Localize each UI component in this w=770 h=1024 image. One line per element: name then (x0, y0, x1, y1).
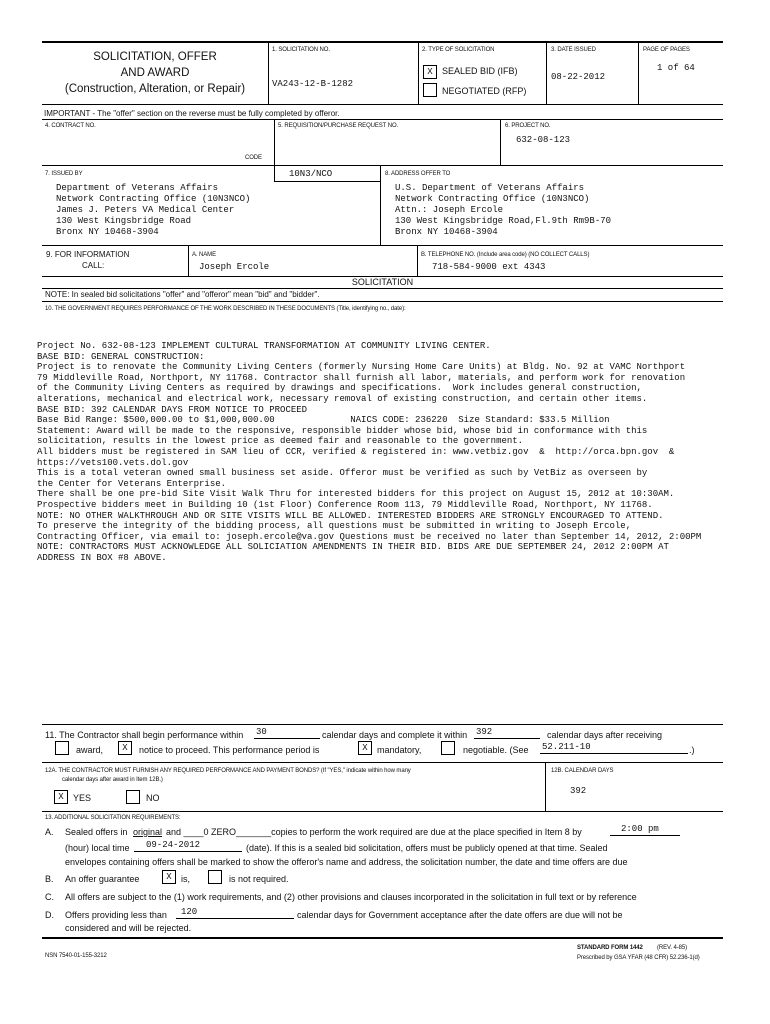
mandatory-checkbox[interactable]: X (358, 741, 372, 755)
project-number: 632-08-123 (516, 135, 571, 145)
item-a2-text-1: (hour) local time (65, 843, 130, 853)
field-9-label: 9. FOR INFORMATION (46, 250, 130, 259)
bond-days: 392 (570, 786, 587, 796)
address-line: Department of Veterans Affairs (56, 183, 219, 193)
underline (540, 753, 688, 754)
underline (254, 738, 320, 739)
form-title (42, 49, 268, 97)
phone-label: B. TELEPHONE NO. (Include area code) (NO COLLECT CALLS) (421, 252, 590, 258)
bottom-border (42, 937, 723, 939)
due-time: 2:00 pm (621, 824, 659, 834)
description-line: BASE BID: GENERAL CONSTRUCTION: (37, 351, 205, 362)
description-line: Statement: Award will be made to the responsive, responsible bidder whose bid, whose bid in conformance with this (37, 425, 648, 436)
field-11-text-3: calendar days after receiving (547, 730, 663, 740)
underline (134, 851, 242, 852)
complete-days: 392 (476, 727, 493, 737)
guarantee-is-checkbox[interactable]: X (162, 870, 176, 884)
due-date: 09-24-2012 (146, 840, 201, 850)
bonds-no-checkbox[interactable] (126, 790, 140, 804)
field-13-label: 13. ADDITIONAL SOLICITATION REQUIREMENTS: (45, 815, 181, 821)
description-line: Base Bid Range: $500,000.00 to $1,000,000.00 NAICS CODE: 236220 Size Standard: $33.5 Million (37, 415, 610, 426)
important-notice: IMPORTANT - The "offer" section on the reverse must be fully completed by offeror. (44, 109, 340, 118)
field-10-label: 10. THE GOVERNMENT REQUIRES PERFORMANCE OF THE WORK DESCRIBED IN THESE DOCUMENTS (Title, identifying no., date): (45, 306, 406, 312)
form-number: STANDARD FORM 1442 (577, 945, 643, 951)
description-line: https://vets100.vets.dol.gov (37, 457, 189, 468)
closing-paren: .) (689, 745, 695, 755)
begin-days: 30 (256, 727, 267, 737)
address-offer-to (395, 183, 611, 238)
field-7-label: 7. ISSUED BY (45, 171, 83, 177)
divider (42, 811, 723, 812)
prescribed-by: Prescribed by GSA YFAR (48 CFR) 52.236-1(d) (577, 955, 700, 961)
underline (610, 835, 680, 836)
address-line: 130 West Kingsbridge Road (56, 216, 192, 226)
field-12a-label: 12A. THE CONTRACTOR MUST FURNISH ANY REQUIRED PERFORMANCE AND PAYMENT BONDS? (If "YES," indicate within how many (45, 768, 411, 774)
negotiated-checkbox[interactable] (423, 83, 437, 97)
title-line-2: AND AWARD (120, 67, 190, 79)
item-a3-text: envelopes containing offers shall be marked to show the offeror's name and address, the solicitation number, the date and time offers are due (65, 857, 628, 867)
divider (268, 42, 269, 104)
name-label: A. NAME (192, 252, 216, 258)
description-line: ADDRESS IN BOX #8 ABOVE. (37, 552, 167, 563)
divider (418, 42, 419, 104)
description-line: Prospective bidders meet in Building 10 (1st Floor) Conference Room 113, 79 Middleville Road, Northport, NY 11768. (37, 499, 653, 510)
top-border (42, 41, 723, 43)
divider (42, 165, 723, 166)
negotiable-label: negotiable. (See (463, 745, 529, 755)
divider (417, 246, 418, 276)
item-a-text-2: and ____0 ZERO_______copies to perform the work required are due at the place specified in Item 8 by (166, 827, 582, 837)
work-description (37, 341, 701, 563)
field-3-label: 3. DATE ISSUED (551, 47, 596, 53)
description-line: Contracting Officer, via email to: joseph.ercole@va.gov Questions must be received no later than September 14, 2012, 2:00PM (37, 531, 702, 542)
description-line: BASE BID: 392 CALENDAR DAYS FROM NOTICE TO PROCEED (37, 404, 308, 415)
code-label: CODE (245, 155, 262, 161)
negotiated-label: NEGOTIATED (RFP) (442, 86, 527, 96)
pages-label: PAGE OF PAGES (643, 47, 690, 53)
field-1-label: 1. SOLICITATION NO. (272, 47, 330, 53)
underline (176, 918, 294, 919)
address-line: 130 West Kingsbridge Road,Fl.9th Rm9B-70 (395, 216, 612, 226)
address-line: Network Contracting Office (10N3NCO) (56, 194, 251, 204)
nsn-number: NSN 7540-01-155-3212 (45, 953, 107, 959)
notice-to-proceed-label: notice to proceed. This performance period is (139, 745, 320, 755)
divider (545, 763, 546, 811)
sealed-bid-checkbox[interactable]: X (423, 65, 437, 79)
title-line-1: SOLICITATION, OFFER (93, 51, 217, 63)
guarantee-is-label: is, (181, 874, 190, 884)
description-line: To preserve the integrity of the bidding process, all questions must be submitted in writing to Joseph Ercole, (37, 521, 632, 532)
item-a-original: original (133, 827, 163, 837)
divider (42, 762, 723, 763)
note-text: NOTE: In sealed bid solicitations "offer" and "offeror" mean "bid" and "bidder". (45, 290, 320, 299)
item-a2-text-2: (date). If this is a sealed bid solicitation, offers must be publicly opened at that time. Sealed (246, 843, 608, 853)
item-b-letter: B. (45, 874, 54, 884)
item-d-text-1: Offers providing less than (65, 910, 167, 920)
acceptance-days: 120 (181, 907, 198, 917)
guarantee-is-not-label: is not required. (229, 874, 289, 884)
item-d-letter: D. (45, 910, 54, 920)
divider (188, 246, 189, 276)
pages-value: 1 of 64 (657, 63, 695, 73)
title-line-3: (Construction, Alteration, or Repair) (64, 83, 246, 95)
mandatory-label: mandatory, (377, 745, 422, 755)
item-a-text-1: Sealed offers in (65, 827, 128, 837)
item-d-text-2: calendar days for Government acceptance after the date offers are due will not be (297, 910, 623, 920)
description-line: solicitation, results in the lowest price as deemed fair and reasonable to the government. (37, 436, 524, 447)
field-11-text-2: calendar days and complete it within (322, 730, 468, 740)
address-line: Bronx NY 10468-3904 (56, 227, 159, 237)
description-line: This is a total veteran owned small business set aside. Offeror must be verified as such by VetBiz as overseen by (37, 468, 648, 479)
bonds-no-label: NO (146, 793, 160, 803)
solicitation-heading: SOLICITATION (351, 277, 414, 287)
description-line: of the Community Living Centers as required by drawings and specifications. Work includes general construction, (37, 383, 642, 394)
description-line: 79 Middleville Road, Northport, NY 11768. Contractor shall furnish all labor, materials, and perform work for renovation (37, 372, 686, 383)
description-line: There shall be one pre-bid Site Visit Walk Thru for interested bidders for this project on August 15, 2012 at 10:30AM. (37, 489, 675, 500)
divider (380, 166, 381, 245)
bonds-yes-label: YES (73, 793, 92, 803)
description-line: All bidders must be registered in SAM lieu of CCR, verified & registered in: www.vetbiz.gov & http://orca.bpn.gov & (37, 446, 675, 457)
field-12b-label: 12B. CALENDAR DAYS (551, 768, 614, 774)
description-line: NOTE: NO OTHER WALKTHROUGH AND OR SITE VISITS WILL BE ALLOWED. INTERESTED BIDDERS ARE STRONGLY ENCOURAGED TO ATTEND. (37, 510, 664, 521)
field-4-label: 4. CONTRACT NO. (45, 123, 96, 129)
issued-by-address (56, 183, 250, 238)
address-line: Network Contracting Office (10N3NCO) (395, 194, 590, 204)
field-9-call: CALL: (82, 261, 105, 270)
divider (638, 42, 639, 104)
divider (500, 120, 501, 165)
solicitation-number: VA243-12-B-1282 (272, 79, 354, 89)
item-d-text-3: considered and will be rejected. (65, 923, 192, 933)
divider (274, 166, 275, 181)
divider (274, 120, 275, 165)
address-line: U.S. Department of Veterans Affairs (395, 183, 585, 193)
address-line: James J. Peters VA Medical Center (56, 205, 235, 215)
description-line: alterations, mechanical and electrical work, necessary removal of existing construction, and certain other items. (37, 393, 648, 404)
field-5-label: 5. REQUISITION/PURCHASE REQUEST NO. (278, 123, 399, 129)
address-line: Bronx NY 10468-3904 (395, 227, 498, 237)
underline (474, 738, 540, 739)
field-6-label: 6. PROJECT NO. (505, 123, 551, 129)
divider (546, 42, 547, 104)
divider (42, 119, 723, 120)
divider (42, 288, 723, 289)
description-line: NOTE: CONTRACTORS MUST ACKNOWLEDGE ALL SOLICIATION AMENDMENTS IN THEIR BID. BIDS ARE DUE SEPTEMBER 24, 2012 2:00PM AT (37, 542, 669, 553)
description-line: the Center for Veterans Enterprise. (37, 478, 227, 489)
item-b-text: An offer guarantee (65, 874, 140, 884)
notice-to-proceed-checkbox[interactable]: X (118, 741, 132, 755)
item-a-letter: A. (45, 827, 54, 837)
bonds-yes-checkbox[interactable]: X (54, 790, 68, 804)
guarantee-is-not-checkbox[interactable] (208, 870, 222, 884)
field-12a-label-2: calendar days after award in Item 12B.) (62, 777, 163, 783)
address-line: Attn.: Joseph Ercole (395, 205, 504, 215)
divider (42, 245, 723, 246)
see-clause: 52.211-10 (542, 742, 591, 752)
divider (42, 724, 723, 725)
sealed-bid-label: SEALED BID (IFB) (442, 66, 518, 76)
award-label: award, (76, 745, 104, 755)
award-checkbox[interactable] (55, 741, 69, 755)
divider (42, 104, 723, 105)
description-line: Project No. 632-08-123 IMPLEMENT CULTURAL TRANSFORMATION AT COMMUNITY LIVING CENTER. (37, 341, 491, 351)
contact-phone: 718-584-9000 ext 4343 (432, 262, 546, 272)
negotiable-checkbox[interactable] (441, 741, 455, 755)
field-8-label: 8. ADDRESS OFFER TO (385, 171, 451, 177)
contact-name: Joseph Ercole (199, 262, 270, 272)
item-c-text: All offers are subject to the (1) work requirements, and (2) other provisions and clauses incorporated in the solicitation in full text or by reference (65, 892, 637, 902)
form-revision: (REV. 4-85) (657, 945, 688, 951)
field-11-text-1: 11. The Contractor shall begin performance within (45, 730, 244, 740)
field-2-label: 2. TYPE OF SOLICITATION (422, 47, 495, 53)
description-line: Project is to renovate the Community Living Centers (formerly Nursing Home Care Units) at Bldg. No. 92 at VAMC Northport (37, 362, 686, 373)
divider (42, 301, 723, 302)
divider (274, 181, 380, 182)
issued-by-code: 10N3/NCO (289, 169, 333, 179)
item-c-letter: C. (45, 892, 54, 902)
date-issued: 08-22-2012 (551, 72, 606, 82)
